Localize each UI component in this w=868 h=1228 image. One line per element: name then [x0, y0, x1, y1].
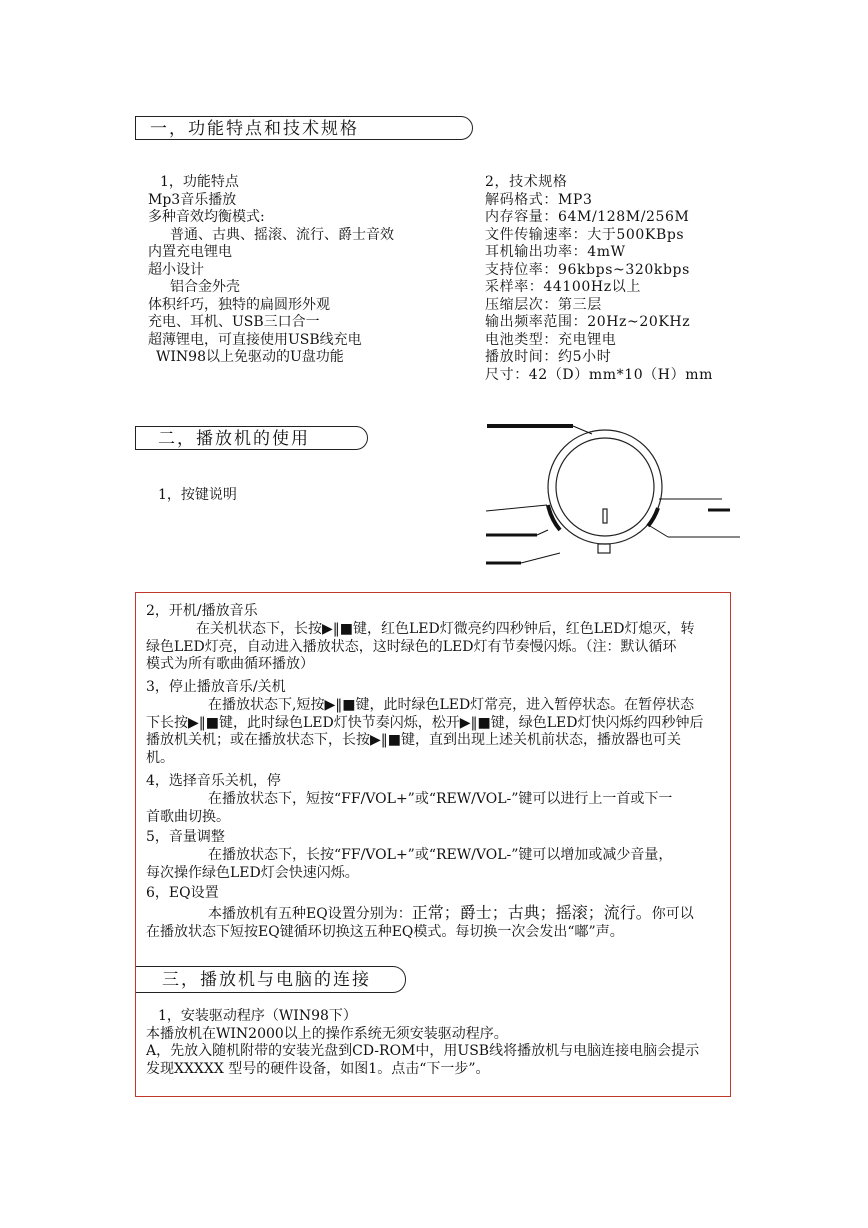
- volume-heading: 5，音量调整: [146, 829, 225, 845]
- spec-item: 压缩层次：第三层: [485, 296, 602, 313]
- spec-item: 电池类型：充电锂电: [485, 331, 617, 348]
- spec-item: 文件传输速率：大于500KBps: [485, 226, 685, 243]
- feature-item: WIN98以上免驱动的U盘功能: [156, 349, 344, 365]
- feature-item: 充电、耳机、USB三口合一: [148, 314, 320, 330]
- player-body: [548, 430, 662, 553]
- features-list: [148, 174, 394, 367]
- feature-item: 多种音效均衡模式:: [148, 209, 265, 225]
- select-text: [146, 791, 672, 826]
- spec-item: 尺寸：42（D）mm*10（H）mm: [485, 366, 713, 383]
- section3-title: 三，播放机与电脑的连接: [136, 966, 406, 993]
- connection-text: [146, 1008, 699, 1078]
- eq-intro: 本播放机有五种EQ设置分别为：: [208, 906, 412, 922]
- spec-item: 内存容量：64M/128M/256M: [485, 209, 690, 225]
- text-line: 在播放状态下短按EQ键循环切换这五种EQ模式。每切换一次会发出“嘟”声。: [146, 923, 624, 940]
- power-play-text: [146, 621, 694, 674]
- eq-modes: 正常；爵士；古典；摇滚；流行。: [411, 903, 652, 922]
- eq-text: [146, 904, 694, 941]
- text-line: 每次操作绿色LED灯会快速闪烁。: [146, 864, 359, 881]
- specs-list: [485, 174, 713, 384]
- stop-heading: 3，停止播放音乐/关机: [146, 679, 286, 695]
- spec-item: 支持位率：96kbps~320kbps: [485, 261, 690, 278]
- spec-item: 输出频率范围：20Hz~20KHz: [485, 314, 691, 330]
- text-line: 在播放状态下,短按▶‖■键，此时绿色LED灯常亮，进入暂停状态。在暂停状态: [208, 697, 695, 713]
- text-line: 绿色LED灯亮，自动进入播放状态，这时绿色的LED灯有节奏慢闪烁。（注：默认循环: [146, 638, 677, 655]
- spec-item: 耳机输出功率：4mW: [485, 244, 626, 260]
- text-line: 机。: [146, 749, 174, 766]
- feature-item: 体积纤巧，独特的扁圆形外观: [148, 296, 330, 313]
- text-line: 在播放状态下，长按“FF/VOL+”或“REW/VOL-”键可以增加或减少音量，: [208, 847, 673, 863]
- text-line: 1，安装驱动程序（WIN98下）: [158, 1008, 357, 1024]
- text-line: A，先放入随机附带的安装光盘到CD-ROM中，用USB线将播放机与电脑连接电脑会提示: [146, 1043, 700, 1059]
- stop-text: [146, 697, 703, 767]
- text-line: [146, 904, 694, 924]
- feature-heading: 1，功能特点: [160, 174, 239, 190]
- eq-heading: 6，EQ设置: [146, 885, 219, 901]
- text-line: 模式为所有歌曲循环播放）: [146, 656, 314, 672]
- text-line: 在播放状态下，短按“FF/VOL+”或“REW/VOL-”键可以进行上一首或下一: [208, 791, 673, 807]
- feature-item: Mp3音乐播放: [148, 191, 237, 208]
- callout-lines: [486, 426, 740, 563]
- volume-text: [146, 847, 672, 882]
- feature-item: 超薄锂电，可直接使用USB线充电: [148, 331, 362, 348]
- text-line: 下长按▶‖■键，此时绿色LED灯快节奏闪烁，松开▶‖■键，绿色LED灯快闪烁约四秒钟后: [146, 714, 704, 731]
- text-line: 在关机状态下，长按▶‖■键，红色LED灯微亮约四秒钟后，红色LED灯熄灭，转: [196, 621, 695, 637]
- feature-item: 普通、古典、摇滚、流行、爵士音效: [170, 226, 394, 243]
- buttons-subheading: 1，按键说明: [158, 487, 237, 503]
- section2-title: 二，播放机的使用: [135, 426, 368, 450]
- section1-title: 一，功能特点和技术规格: [135, 116, 473, 140]
- spec-heading: 2，技术规格: [485, 174, 568, 190]
- spec-item: 解码格式：MP3: [485, 191, 593, 208]
- spec-item: 播放时间：约5小时: [485, 349, 612, 365]
- power-play-heading: 2，开机/播放音乐: [146, 603, 258, 619]
- feature-item: 铝合金外壳: [170, 279, 240, 295]
- eq-tail: 你可以: [651, 906, 694, 922]
- text-line: 本播放机在WIN2000以上的操作系统无须安装驱动程序。: [146, 1025, 508, 1042]
- text-line: 发现XXXXX 型号的硬件设备，如图1。点击“下一步”。: [146, 1060, 490, 1077]
- feature-item: 内置充电锂电: [148, 244, 232, 260]
- spec-item: 采样率：44100Hz以上: [485, 279, 641, 295]
- feature-item: 超小设计: [148, 261, 204, 278]
- text-line: 首歌曲切换。: [146, 808, 230, 825]
- select-heading: 4，选择音乐关机，停: [146, 773, 281, 789]
- text-line: 播放机关机；或在播放状态下，长按▶‖■键，直到出现上述关机前状态，播放器也可关: [146, 732, 681, 748]
- player-buttons: [548, 505, 658, 530]
